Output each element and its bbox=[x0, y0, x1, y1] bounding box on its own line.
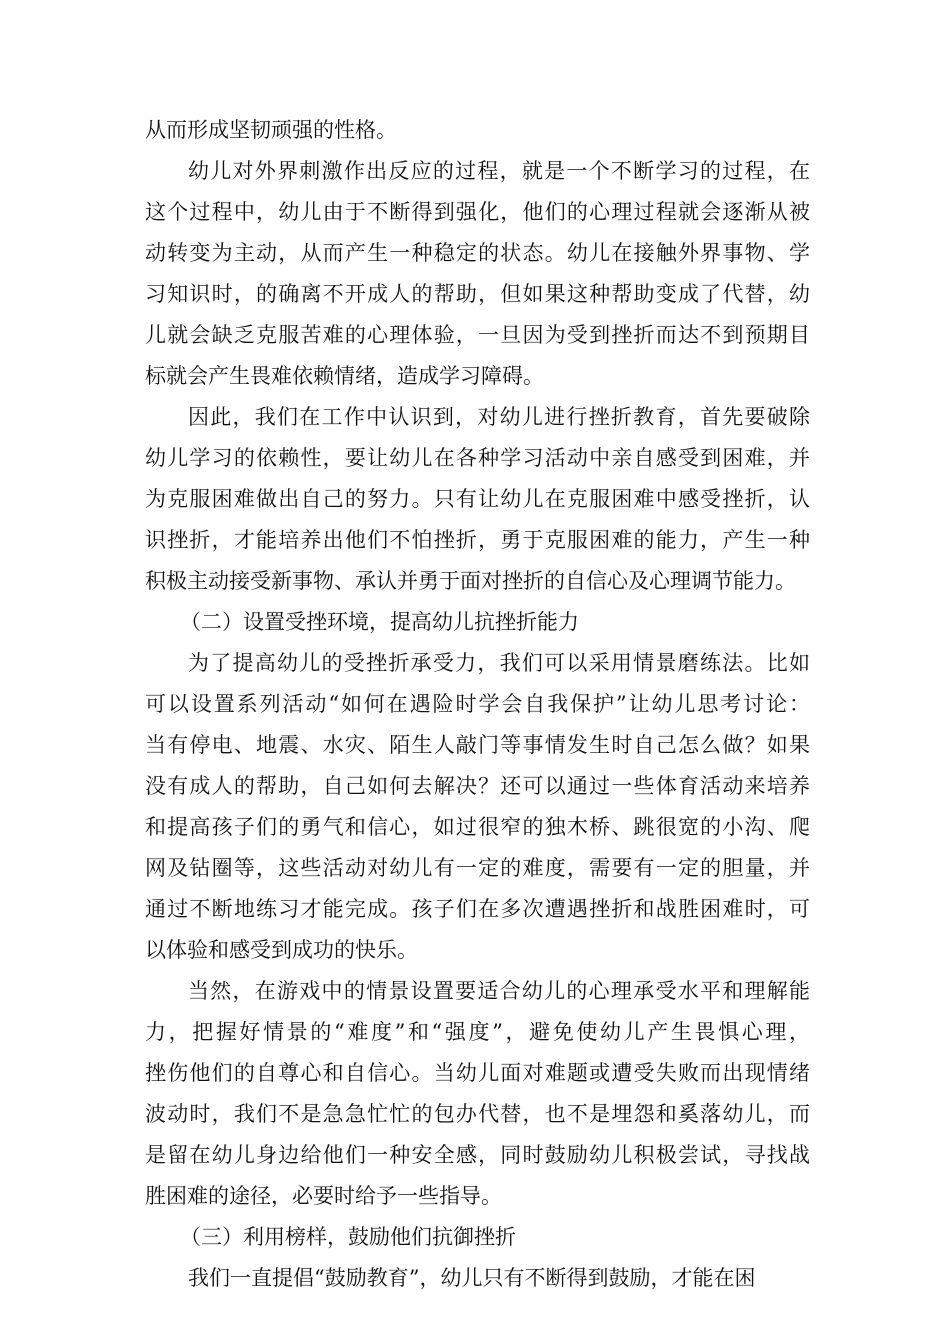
text-line: 是留在幼儿身边给他们一种安全感，同时鼓励幼儿积极尝试，寻找战 bbox=[145, 1143, 810, 1167]
text-line: 通过不断地练习才能完成。孩子们在多次遭遇挫折和战胜困难时，可 bbox=[145, 897, 810, 921]
paragraph-first-line: 我们一直提倡“鼓励教育”，幼儿只有不断得到鼓励，才能在困 bbox=[188, 1266, 756, 1290]
text-line: 为克服困难做出自己的努力。只有让幼儿在克服困难中感受挫折，认 bbox=[145, 487, 810, 511]
text-line: 识挫折，才能培养出他们不怕挫折，勇于克服困难的能力，产生一种 bbox=[145, 528, 810, 552]
text-line: 网及钻圈等，这些活动对幼儿有一定的难度，需要有一定的胆量，并 bbox=[145, 856, 810, 880]
paragraph-first-line: 为了提高幼儿的受挫折承受力，我们可以采用情景磨练法。比如 bbox=[188, 651, 810, 675]
text-line: 以体验和感受到成功的快乐。 bbox=[145, 938, 418, 962]
text-line: 波动时，我们不是急急忙忙的包办代替，也不是埋怨和奚落幼儿，而 bbox=[145, 1102, 810, 1126]
text-line: 当有停电、地震、水灾、陌生人敲门等事情发生时自己怎么做？如果 bbox=[145, 733, 810, 757]
text-line: 挫伤他们的自尊心和自信心。当幼儿面对难题或遭受失败而出现情绪 bbox=[145, 1061, 810, 1085]
text-line: 动转变为主动，从而产生一种稳定的状态。幼儿在接触外界事物、学 bbox=[145, 241, 810, 265]
text-line: 儿就会缺乏克服苦难的心理体验，一旦因为受到挫折而达不到预期目 bbox=[145, 323, 810, 347]
text-line: 这个过程中，幼儿由于不断得到强化，他们的心理过程就会逐渐从被 bbox=[145, 200, 810, 224]
paragraph-first-line: 因此，我们在工作中认识到，对幼儿进行挫折教育，首先要破除 bbox=[188, 405, 810, 429]
paragraph-first-line: 幼儿对外界刺激作出反应的过程，就是一个不断学习的过程，在 bbox=[188, 159, 810, 183]
paragraph-first-line: 当然，在游戏中的情景设置要适合幼儿的心理承受水平和理解能 bbox=[188, 979, 810, 1003]
text-line: 胜困难的途径，必要时给予一些指导。 bbox=[145, 1184, 502, 1208]
text-line: 从而形成坚韧顽强的性格。 bbox=[145, 118, 397, 142]
text-line: 习知识时，的确离不开成人的帮助，但如果这种帮助变成了代替，幼 bbox=[145, 282, 810, 306]
text-line: 幼儿学习的依赖性，要让幼儿在各种学习活动中亲自感受到困难，并 bbox=[145, 446, 810, 470]
text-line: 力，把握好情景的“难度”和“强度”，避免使幼儿产生畏惧心理， bbox=[145, 1020, 810, 1044]
section-heading-2: （二）设置受挫环境，提高幼儿抗挫折能力 bbox=[180, 610, 579, 634]
text-line: 没有成人的帮助，自己如何去解决？还可以通过一些体育活动来培养 bbox=[145, 774, 810, 798]
text-line: 标就会产生畏难依赖情绪，造成学习障碍。 bbox=[145, 364, 544, 388]
text-line: 可以设置系列活动“如何在遇险时学会自我保护”让幼儿思考讨论： bbox=[145, 692, 810, 716]
text-line: 和提高孩子们的勇气和信心，如过很窄的独木桥、跳很宽的小沟、爬 bbox=[145, 815, 810, 839]
section-heading-3: （三）利用榜样，鼓励他们抗御挫折 bbox=[180, 1225, 516, 1249]
text-line: 积极主动接受新事物、承认并勇于面对挫折的自信心及心理调节能力。 bbox=[145, 569, 796, 593]
